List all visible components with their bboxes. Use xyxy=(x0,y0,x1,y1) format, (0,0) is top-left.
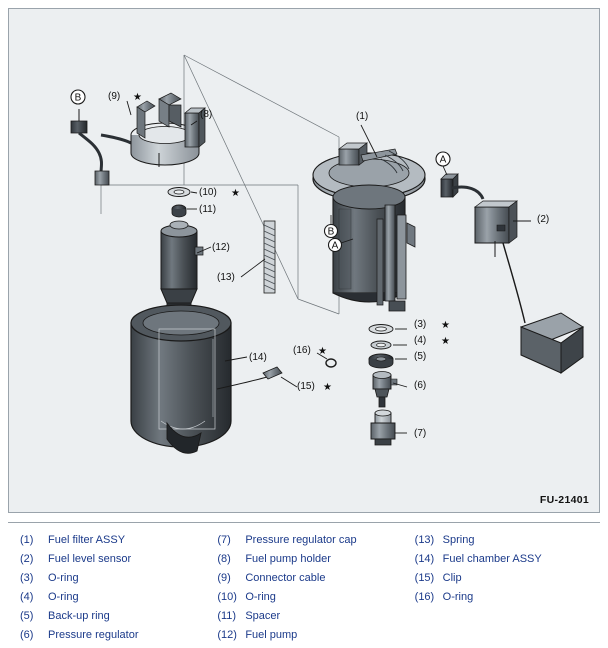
marker-a-right xyxy=(436,152,450,175)
list-item xyxy=(217,588,402,607)
list-item xyxy=(415,550,600,569)
callout-15 xyxy=(297,381,332,393)
part-6-pressure-regulator xyxy=(373,372,397,408)
part-8-fuel-pump-holder xyxy=(131,93,205,167)
callout-label: (6) xyxy=(414,380,427,391)
part-9-connector-cable xyxy=(71,109,131,185)
legend-label: Connector cable xyxy=(245,572,326,584)
part-13-spring xyxy=(264,221,275,293)
list-item xyxy=(20,588,205,607)
svg-text:A: A xyxy=(439,154,447,166)
star-icon: ★ xyxy=(231,188,240,199)
legend-number: (14) xyxy=(414,553,435,565)
callout-label: (12) xyxy=(212,242,230,253)
callout-8 xyxy=(200,109,212,120)
legend-label: Clip xyxy=(442,572,462,584)
part-11-spacer xyxy=(172,205,186,217)
callout-label: (8) xyxy=(200,109,213,120)
legend-number: (12) xyxy=(217,629,237,641)
callout-3 xyxy=(414,319,450,331)
legend-column-1 xyxy=(8,531,205,645)
marker-b-center xyxy=(325,225,338,238)
legend-column-2 xyxy=(205,531,402,645)
parts-legend xyxy=(8,522,600,640)
star-icon: ★ xyxy=(441,336,450,347)
callout-label: (11) xyxy=(199,204,217,215)
legend-label: Fuel chamber ASSY xyxy=(442,553,542,565)
figure-code: FU-21401 xyxy=(539,494,589,506)
callout-label: (7) xyxy=(414,428,427,439)
callout-label: (5) xyxy=(414,351,427,362)
callout-1 xyxy=(356,111,368,122)
legend-label: Fuel pump xyxy=(245,629,298,641)
legend-label: Spacer xyxy=(245,610,281,622)
callout-14 xyxy=(249,352,267,363)
callout-label: (15) xyxy=(297,381,315,392)
legend-label: Fuel level sensor xyxy=(48,553,132,565)
legend-label: Fuel pump holder xyxy=(245,553,331,565)
part-3-o-ring xyxy=(369,325,393,334)
part-7-pressure-regulator-cap xyxy=(371,410,395,445)
part-4-o-ring xyxy=(371,341,391,349)
legend-column-3 xyxy=(403,531,600,645)
callout-label: (13) xyxy=(217,272,235,283)
callout-6 xyxy=(414,380,426,391)
callout-13 xyxy=(217,272,235,283)
marker-b-left xyxy=(71,90,85,104)
exploded-diagram-panel xyxy=(8,8,600,513)
svg-text:A: A xyxy=(331,240,339,252)
list-item xyxy=(217,569,402,588)
legend-label: Pressure regulator cap xyxy=(245,534,357,546)
callout-16 xyxy=(293,345,327,357)
star-icon: ★ xyxy=(441,320,450,331)
list-item xyxy=(20,569,205,588)
list-item xyxy=(20,626,205,645)
legend-label: Spring xyxy=(442,534,475,546)
callout-label: (14) xyxy=(249,352,267,363)
legend-number: (10) xyxy=(217,591,237,603)
legend-label: Fuel filter ASSY xyxy=(48,534,126,546)
callout-10 xyxy=(199,187,240,199)
callout-2 xyxy=(537,214,549,225)
legend-label: Pressure regulator xyxy=(48,629,139,641)
part-2-fuel-level-sensor xyxy=(441,174,583,373)
callout-label: (2) xyxy=(537,214,550,225)
legend-number: (4) xyxy=(20,591,34,603)
list-item xyxy=(20,531,205,550)
legend-number: (6) xyxy=(20,629,34,641)
svg-text:B: B xyxy=(327,226,335,238)
svg-text:B: B xyxy=(74,92,82,104)
legend-number: (9) xyxy=(217,572,231,584)
callout-label: (3) xyxy=(414,319,427,330)
legend-number: (5) xyxy=(20,610,34,622)
callout-label: (9) xyxy=(108,91,121,102)
callout-9 xyxy=(108,91,142,103)
list-item xyxy=(20,607,205,626)
legend-number: (15) xyxy=(414,572,435,584)
callout-11 xyxy=(199,204,216,215)
list-item xyxy=(415,569,600,588)
legend-number: (3) xyxy=(20,572,34,584)
legend-number: (2) xyxy=(20,553,34,565)
list-item xyxy=(217,531,402,550)
list-item xyxy=(20,550,205,569)
part-12-fuel-pump xyxy=(161,221,203,311)
callout-12 xyxy=(212,242,230,253)
callout-label: (4) xyxy=(414,335,427,346)
legend-number: (8) xyxy=(217,553,231,565)
part-10-o-ring xyxy=(168,188,190,197)
callout-label: (10) xyxy=(199,187,217,198)
legend-label: O-ring xyxy=(48,572,79,584)
list-item xyxy=(217,626,402,645)
star-icon: ★ xyxy=(133,92,142,103)
list-item xyxy=(217,607,402,626)
part-5-back-up-ring xyxy=(369,354,393,368)
star-icon: ★ xyxy=(323,382,332,393)
list-item xyxy=(217,550,402,569)
part-14-fuel-chamber-assy xyxy=(131,305,231,453)
callout-4 xyxy=(414,335,450,347)
part-16-o-ring xyxy=(326,359,336,367)
callout-7 xyxy=(414,428,426,439)
exploded-diagram xyxy=(9,9,599,512)
legend-number: (1) xyxy=(20,534,34,546)
legend-number: (11) xyxy=(217,610,237,622)
callout-label: (1) xyxy=(356,111,369,122)
legend-number: (16) xyxy=(414,591,435,603)
legend-label: Back-up ring xyxy=(48,610,110,622)
legend-label: O-ring xyxy=(442,591,474,603)
legend-label: O-ring xyxy=(48,591,79,603)
marker-a-center xyxy=(329,239,342,252)
legend-number: (7) xyxy=(217,534,231,546)
list-item xyxy=(415,531,600,550)
legend-number: (13) xyxy=(414,534,435,546)
list-item xyxy=(415,588,600,607)
legend-label: O-ring xyxy=(245,591,276,603)
callout-label: (16) xyxy=(293,345,311,356)
star-icon: ★ xyxy=(318,346,327,357)
callout-5 xyxy=(414,351,426,362)
